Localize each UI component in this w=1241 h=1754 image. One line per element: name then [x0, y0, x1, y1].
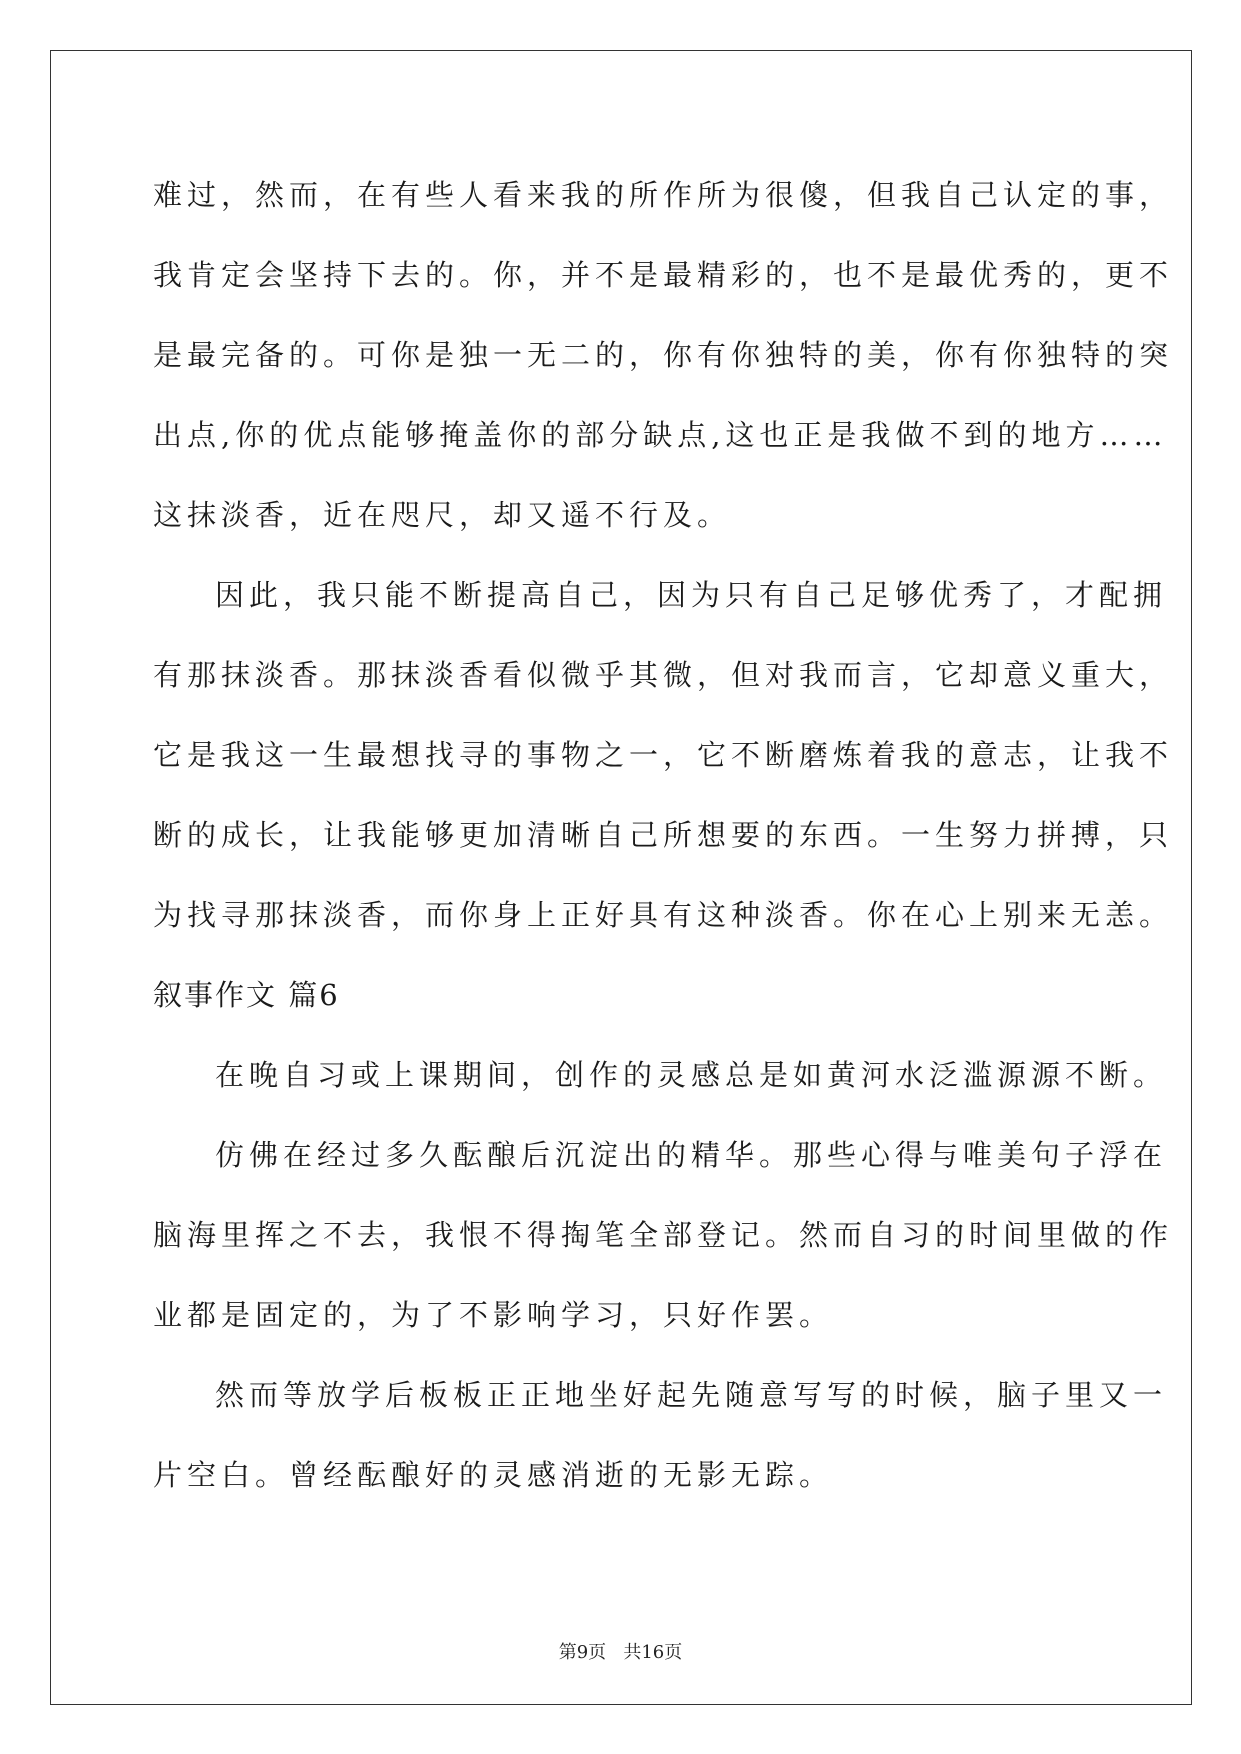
text-line: 脑海里挥之不去，我恨不得掏笔全部登记。然而自习的时间里做的作: [153, 1218, 1174, 1252]
text-line: 片空白。曾经酝酿好的灵感消逝的无影无踪。: [153, 1458, 834, 1492]
page-number-footer: 第9页 共16页: [558, 1642, 683, 1663]
text-line: 断的成长，让我能够更加清晰自己所想要的东西。一生努力拼搏，只: [153, 818, 1174, 852]
document-body: [153, 155, 1174, 1515]
paragraph-start-line: 在晚自习或上课期间，创作的灵感总是如黄河水泛滥源源不断。: [215, 1058, 1168, 1092]
paragraph-start-line: 然而等放学后板板正正地坐好起先随意写写的时候，脑子里又一: [215, 1378, 1168, 1412]
section-heading: 叙事作文 篇6: [153, 978, 340, 1012]
paragraph-start-line: 因此，我只能不断提高自己，因为只有自己足够优秀了，才配拥: [215, 578, 1168, 612]
text-line: 我肯定会坚持下去的。你，并不是最精彩的，也不是最优秀的，更不: [153, 258, 1174, 292]
text-line: 这抹淡香，近在咫尺，却又遥不行及。: [153, 498, 732, 532]
text-line: 是最完备的。可你是独一无二的，你有你独特的美，你有你独特的突: [153, 338, 1174, 372]
text-line: 业都是固定的，为了不影响学习，只好作罢。: [153, 1298, 834, 1332]
paragraph-start-line: 仿佛在经过多久酝酿后沉淀出的精华。那些心得与唯美句子浮在: [215, 1138, 1168, 1172]
text-line: 难过，然而，在有些人看来我的所作所为很傻，但我自己认定的事，: [153, 178, 1174, 212]
text-line: 为找寻那抹淡香，而你身上正好具有这种淡香。你在心上别来无恙。: [153, 898, 1174, 932]
text-line: 有那抹淡香。那抹淡香看似微乎其微，但对我而言，它却意义重大，: [153, 658, 1174, 692]
text-line: 出点,你的优点能够掩盖你的部分缺点,这也正是我做不到的地方……: [153, 418, 1168, 452]
text-line: 它是我这一生最想找寻的事物之一，它不断磨炼着我的意志，让我不: [153, 738, 1174, 772]
